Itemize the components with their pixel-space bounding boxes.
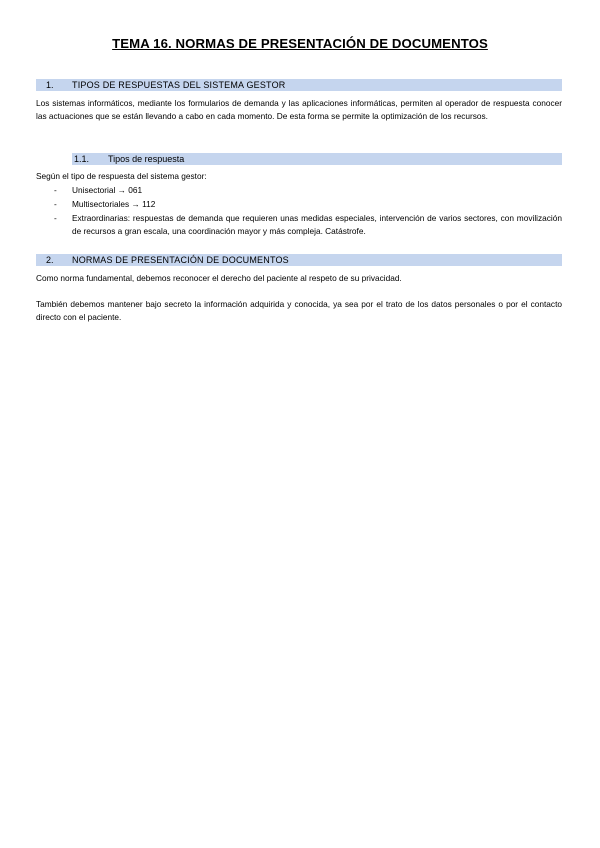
section-2-paragraph-1: Como norma fundamental, debemos reconocer el derecho del paciente al respeto de su privacidad. [36, 273, 402, 283]
section-1-paragraph: Los sistemas informáticos, mediante los formularios de demanda y las aplicaciones informáticas, permiten al operador de respuesta conocer las actuaciones que se están llevando a cabo en cada momento. De esta forma se permite la optimización de los recursos. [36, 98, 562, 121]
section-2-paragraph-2: También debemos mantener bajo secreto la información adquirida y conocida, ya sea por el trato de los datos personales o por el contacto directo con el paciente. [36, 299, 562, 322]
list-bullet: - [54, 213, 57, 223]
section-2-number: 2. [46, 255, 54, 265]
list-item: Unisectorial → 061 [72, 185, 143, 195]
section-2-heading [36, 254, 562, 266]
list-item: Multisectoriales → 112 [72, 199, 156, 209]
section-1-title: TIPOS DE RESPUESTAS DEL SISTEMA GESTOR [72, 80, 286, 90]
section-1-heading [36, 79, 562, 91]
subsection-1-1-heading [72, 153, 562, 165]
subsection-1-1-title: Tipos de respuesta [108, 154, 185, 164]
section-2-title: NORMAS DE PRESENTACIÓN DE DOCUMENTOS [72, 255, 289, 265]
section-1-number: 1. [46, 80, 54, 90]
list-bullet: - [54, 185, 57, 195]
subsection-intro: Según el tipo de respuesta del sistema gestor: [36, 171, 207, 181]
page-title: TEMA 16. NORMAS DE PRESENTACIÓN DE DOCUMENTOS [112, 36, 488, 51]
list-bullet: - [54, 199, 57, 209]
subsection-1-1-number: 1.1. [74, 154, 90, 164]
list-item: Extraordinarias: respuestas de demanda que requieren unas medidas especiales, intervención de varios sectores, con movilización de recursos a gran escala, una coordinación mayor y más compleja. Catástrofe. [72, 213, 562, 236]
